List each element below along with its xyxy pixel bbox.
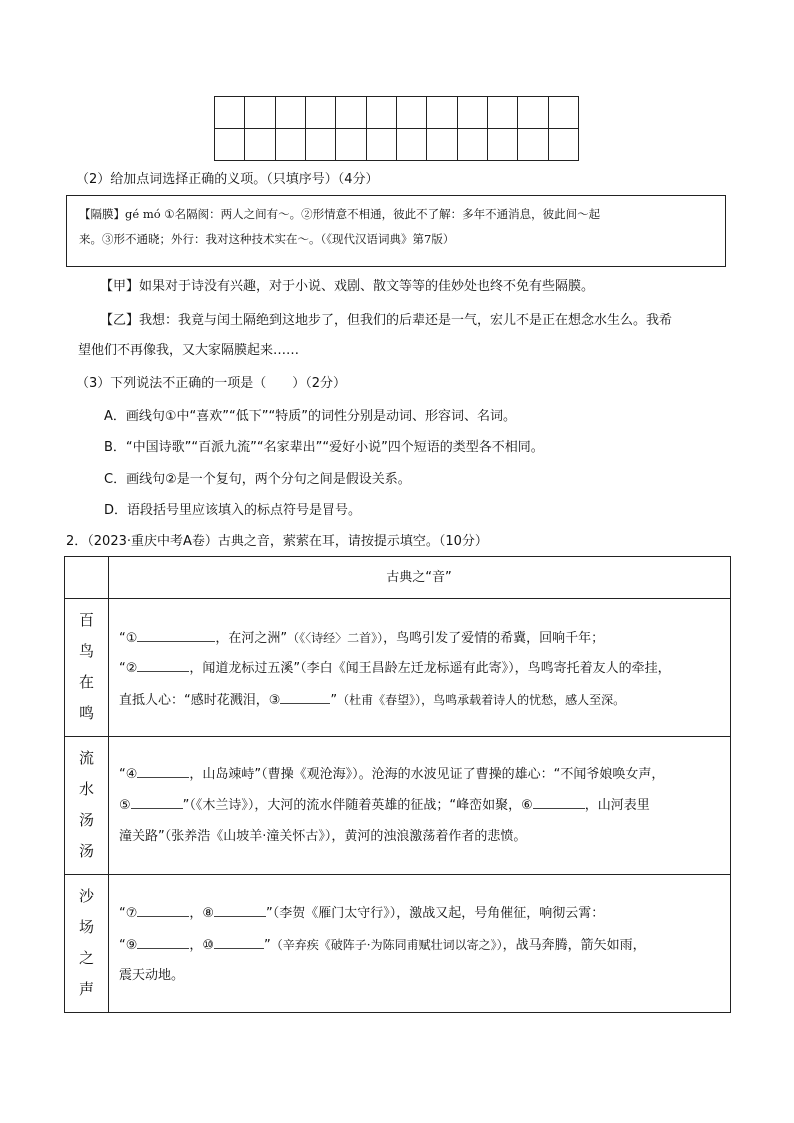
blank-10[interactable]: [214, 948, 264, 949]
row-2-line-2: ⑤ ”（《木兰诗》），大河的流水伴随着英雄的征战；“峰峦如聚，⑥ ，山河表里: [119, 798, 650, 813]
grid-cell[interactable]: [367, 97, 397, 129]
option-a[interactable]: A．画线句①中“喜欢”“低下”“特质”的词性分别是动词、形容词、名词。: [104, 409, 516, 424]
blank-2[interactable]: [137, 671, 189, 672]
grid-cell[interactable]: [458, 129, 488, 161]
answer-grid: [214, 96, 579, 161]
grid-cell[interactable]: [367, 129, 397, 161]
grid-cell[interactable]: [518, 129, 548, 161]
row-1-label: 百 鸟 在 鸣: [78, 611, 94, 722]
question-2-main-label: 2．（2023·重庆中考A卷）古典之音，萦萦在耳，请按提示填空。（10分）: [66, 534, 488, 549]
grid-cell[interactable]: [397, 97, 427, 129]
passage-yi-line-1: 【乙】我想：我竟与闰土隔绝到这地步了，但我们的后辈还是一气，宏儿不是正在想念水生么。我希: [100, 313, 673, 328]
grid-cell[interactable]: [518, 97, 548, 129]
grid-cell[interactable]: [245, 129, 275, 161]
grid-cell[interactable]: [215, 97, 245, 129]
grid-cell[interactable]: [276, 129, 306, 161]
grid-cell[interactable]: [549, 129, 579, 161]
blank-8[interactable]: [214, 916, 266, 917]
blank-4[interactable]: [137, 777, 189, 778]
blank-3[interactable]: [280, 703, 330, 704]
row-2-line-3: 潼关路”（张养浩《山坡羊·潼关怀古》），黄河的浊浪激荡着作者的悲愤。: [119, 829, 527, 844]
row-2-line-1: “④ ，山岛竦峙”（曹操《观沧海》）。沧海的水波见证了曹操的雄心：“不闻爷娘唤女声，: [119, 767, 665, 782]
grid-cell[interactable]: [245, 97, 275, 129]
row-3-line-2: “⑨ ，⑩ ”（辛弃疾《破阵子·为陈同甫赋壮词以寄之》），战马奔腾，箭矢如雨，: [119, 938, 646, 953]
row-3-line-3: 震天动地。: [119, 968, 185, 983]
fill-in-table: [64, 556, 731, 1013]
question-2-label: （2）给加点词选择正确的义项。（只填序号）（4分）: [76, 172, 379, 187]
option-d[interactable]: D．语段括号里应该填入的标点符号是冒号。: [104, 503, 362, 518]
passage-jia: 【甲】如果对于诗没有兴趣，对于小说、戏剧、散文等等的佳妙处也终不免有些隔膜。: [100, 279, 595, 294]
row-3-line-1: “⑦ ，⑧ ”（李贺《雁门太守行》），激战又起，号角催征，响彻云霄：: [119, 906, 605, 921]
grid-cell[interactable]: [336, 129, 366, 161]
table-header: 古典之“音”: [386, 570, 452, 585]
grid-cell[interactable]: [276, 97, 306, 129]
option-c[interactable]: C．画线句②是一个复句，两个分句之间是假设关系。: [104, 472, 411, 487]
table-divider: [108, 557, 109, 1012]
blank-9[interactable]: [137, 948, 189, 949]
blank-6[interactable]: [533, 808, 585, 809]
row-3-label: 沙 场 之 声: [78, 887, 94, 998]
row-1-line-2: “② ，闻道龙标过五溪”（李白《闻王昌龄左迁龙标遥有此寄》），鸟鸣寄托着友人的牵挂，: [119, 661, 671, 676]
grid-cell[interactable]: [215, 129, 245, 161]
blank-5[interactable]: [131, 808, 183, 809]
grid-cell[interactable]: [336, 97, 366, 129]
passage-yi-line-2: 望他们不再像我，又大家隔膜起来……: [78, 343, 300, 358]
grid-cell[interactable]: [397, 129, 427, 161]
table-divider: [65, 874, 730, 875]
grid-cell[interactable]: [488, 97, 518, 129]
dictionary-entry-box: [66, 195, 726, 267]
grid-cell[interactable]: [549, 97, 579, 129]
grid-cell[interactable]: [427, 129, 457, 161]
grid-cell[interactable]: [427, 97, 457, 129]
dictionary-line-2: 来。③形不通晓；外行：我对这种技术实在～。（《现代汉语词典》第7版）: [79, 232, 455, 246]
dictionary-line-1: 【隔膜】gé mó ①名隔阂：两人之间有～。②形情意不相通，彼此不了解：多年不通消息，彼此间～起: [79, 207, 601, 221]
grid-cell[interactable]: [306, 129, 336, 161]
table-divider: [65, 598, 730, 599]
row-1-line-1: “① ，在河之洲”（《〈诗经〉二首》），鸟鸣引发了爱情的希冀，回响千年；: [119, 631, 605, 646]
option-b[interactable]: B．“中国诗歌”“百派九流”“名家辈出”“爱好小说”四个短语的类型各不相同。: [104, 440, 544, 455]
row-2-label: 流 水 汤 汤: [78, 749, 94, 860]
question-3-label: （3）下列说法不正确的一项是（ ）（2分）: [76, 376, 347, 391]
grid-cell[interactable]: [306, 97, 336, 129]
grid-cell[interactable]: [488, 129, 518, 161]
blank-1[interactable]: [137, 641, 215, 642]
grid-cell[interactable]: [458, 97, 488, 129]
row-1-line-3: 直抵人心：“感时花溅泪，③ ”（杜甫《春望》），鸟鸣承载着诗人的忧愁，感人至深。: [119, 693, 626, 708]
table-divider: [65, 736, 730, 737]
blank-7[interactable]: [137, 916, 189, 917]
